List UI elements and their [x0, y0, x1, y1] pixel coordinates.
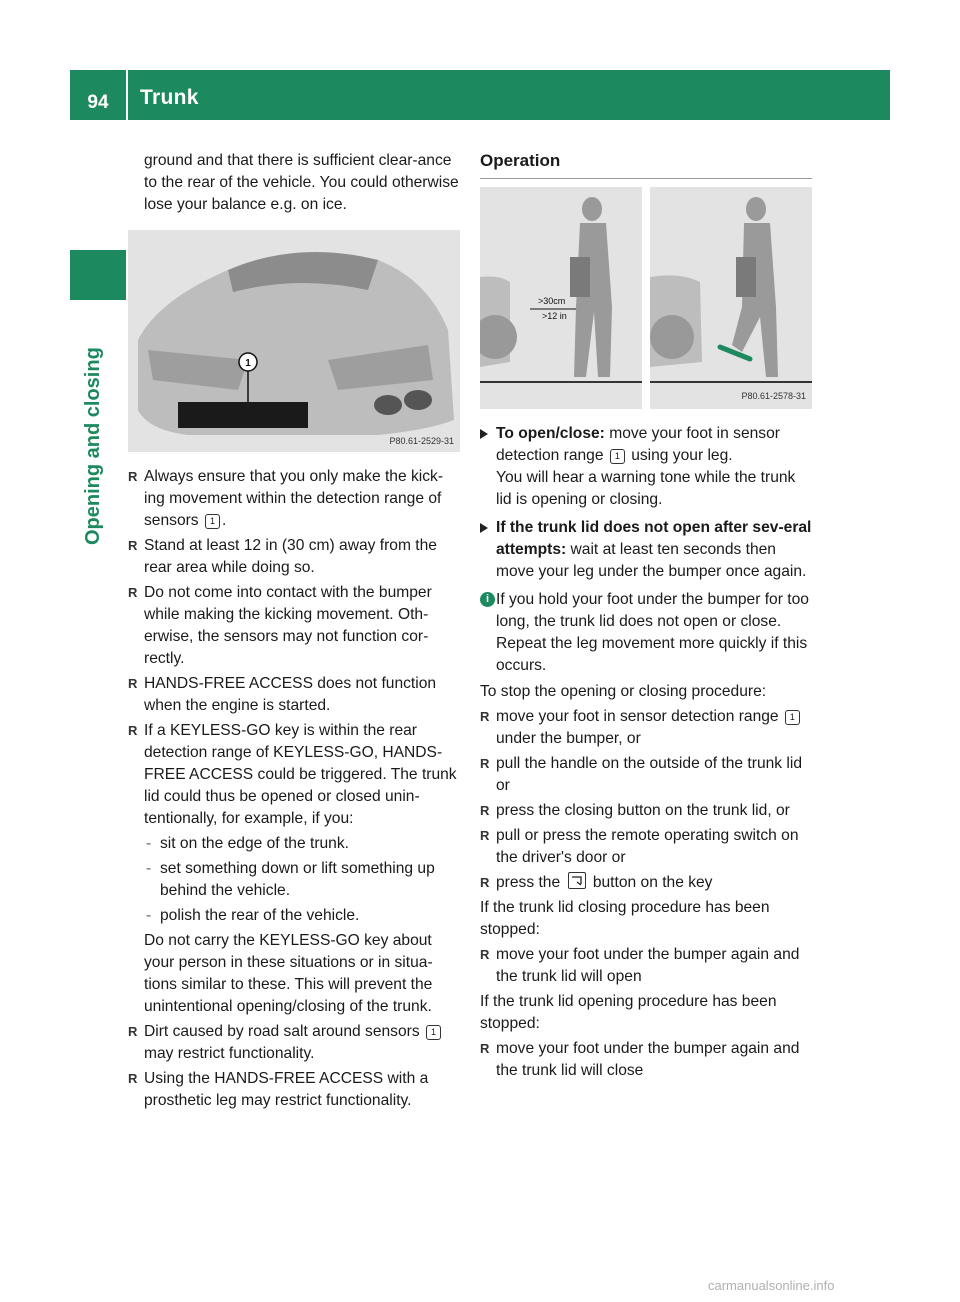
list-item: R move your foot under the bumper again and the trunk lid will open: [480, 944, 812, 988]
list-item: R Stand at least 12 in (30 cm) away from the rear area while doing so.: [128, 535, 460, 579]
figure-marker: 1: [245, 358, 251, 369]
watermark: carmanualsonline.info: [708, 1278, 835, 1293]
closing-stopped-text: If the trunk lid closing procedure has been stopped:: [480, 899, 770, 938]
sensor-number-icon: 1: [205, 514, 220, 529]
step-retry: If the trunk lid does not open after sev-eral attempts: wait at least ten seconds then move your leg under the bumper once again.: [480, 517, 812, 583]
list-item: R Do not come into contact with the bumper while making the kicking movement. Oth-erwise, the sensors may not function cor-rectly.: [128, 582, 460, 670]
list-item: R move your foot under the bumper again and the trunk lid will close: [480, 1038, 812, 1082]
list-item: R If a KEYLESS-GO key is within the rear detection range of KEYLESS-GO, HANDS-FREE ACCESS could be triggered. The trunk lid could thus be opened or closed unin-tentionally, for example, if you: - sit on the edge of the trunk. - set something down or lift something up behind the vehicle. - polish the rear of the vehicle. Do not carry the KEYLESS-GO key about your person in these situations or in situa-tions similar to these. This will prevent the unintentional opening/closing of the trunk.: [128, 720, 460, 1018]
distance-label-cm: >30cm: [538, 296, 566, 306]
sensor-number-icon: 1: [426, 1025, 441, 1040]
sub-list-item: - polish the rear of the vehicle.: [144, 905, 460, 927]
step-open-close: To open/close: move your foot in sensor detection range 1 using your leg. You will hear a warning tone while the trunk lid is opening or closing.: [480, 423, 812, 511]
right-column: [480, 150, 812, 1085]
safety-bullets: [128, 466, 460, 1112]
info-icon: i: [480, 592, 495, 607]
trunk-key-icon: [568, 872, 586, 889]
page-number: 94: [87, 92, 109, 113]
header-divider: [126, 70, 128, 120]
figure-code-left: P80.61-2529-31: [389, 436, 454, 446]
list-item: R Using the HANDS-FREE ACCESS with a prosthetic leg may restrict functionality.: [128, 1068, 460, 1112]
info-note: i If you hold your foot under the bumper for too long, the trunk lid does not open or close. Repeat the leg movement more quickly if this occurs.: [480, 589, 812, 677]
stop-bullets: [480, 706, 812, 894]
opening-stopped-bullets: [480, 1038, 812, 1082]
operation-steps: [480, 423, 812, 583]
list-item: R press the closing button on the trunk lid, or: [480, 800, 812, 822]
closing-stopped-bullets: [480, 944, 812, 988]
sub-list-item: - sit on the edge of the trunk.: [144, 833, 460, 855]
page-title: Trunk: [140, 86, 199, 109]
list-item: R press the button on the key: [480, 872, 812, 894]
sensor-number-icon: 1: [610, 449, 625, 464]
stop-intro: To stop the opening or closing procedure:: [480, 683, 767, 700]
list-item: R Always ensure that you only make the kick-ing movement within the detection range of sensors 1 .: [128, 466, 460, 532]
figure-code-right: P80.61-2578-31: [741, 391, 806, 401]
list-item: R pull or press the remote operating switch on the driver's door or: [480, 825, 812, 869]
intro-text: ground and that there is sufficient clear-ance to the rear of the vehicle. You could otherwise lose your balance e.g. on ice.: [144, 152, 459, 213]
car-rear-figure: [128, 230, 460, 452]
sub-list: [144, 833, 460, 927]
list-item: R HANDS-FREE ACCESS does not function when the engine is started.: [128, 673, 460, 717]
side-tab: [70, 250, 126, 300]
opening-stopped-text: If the trunk lid opening procedure has been stopped:: [480, 993, 777, 1032]
list-item: R pull the handle on the outside of the trunk lid or: [480, 753, 812, 797]
side-chapter-label: Opening and closing: [82, 347, 104, 545]
sensor-number-icon: 1: [785, 710, 800, 725]
kick-operation-figure: [480, 187, 812, 409]
left-column: [128, 150, 460, 1115]
list-item: R move your foot in sensor detection range 1 under the bumper, or: [480, 706, 812, 750]
list-item: R Dirt caused by road salt around sensors 1 may restrict functionality.: [128, 1021, 460, 1065]
distance-label-in: >12 in: [542, 311, 567, 321]
sub-list-item: - set something down or lift something up behind the vehicle.: [144, 858, 460, 902]
section-title: Operation: [480, 150, 812, 179]
keyless-warning: Do not carry the KEYLESS-GO key about your person in these situations or in situa-tions similar to these. This will prevent the unintentional opening/closing of the trunk.: [144, 932, 433, 1015]
